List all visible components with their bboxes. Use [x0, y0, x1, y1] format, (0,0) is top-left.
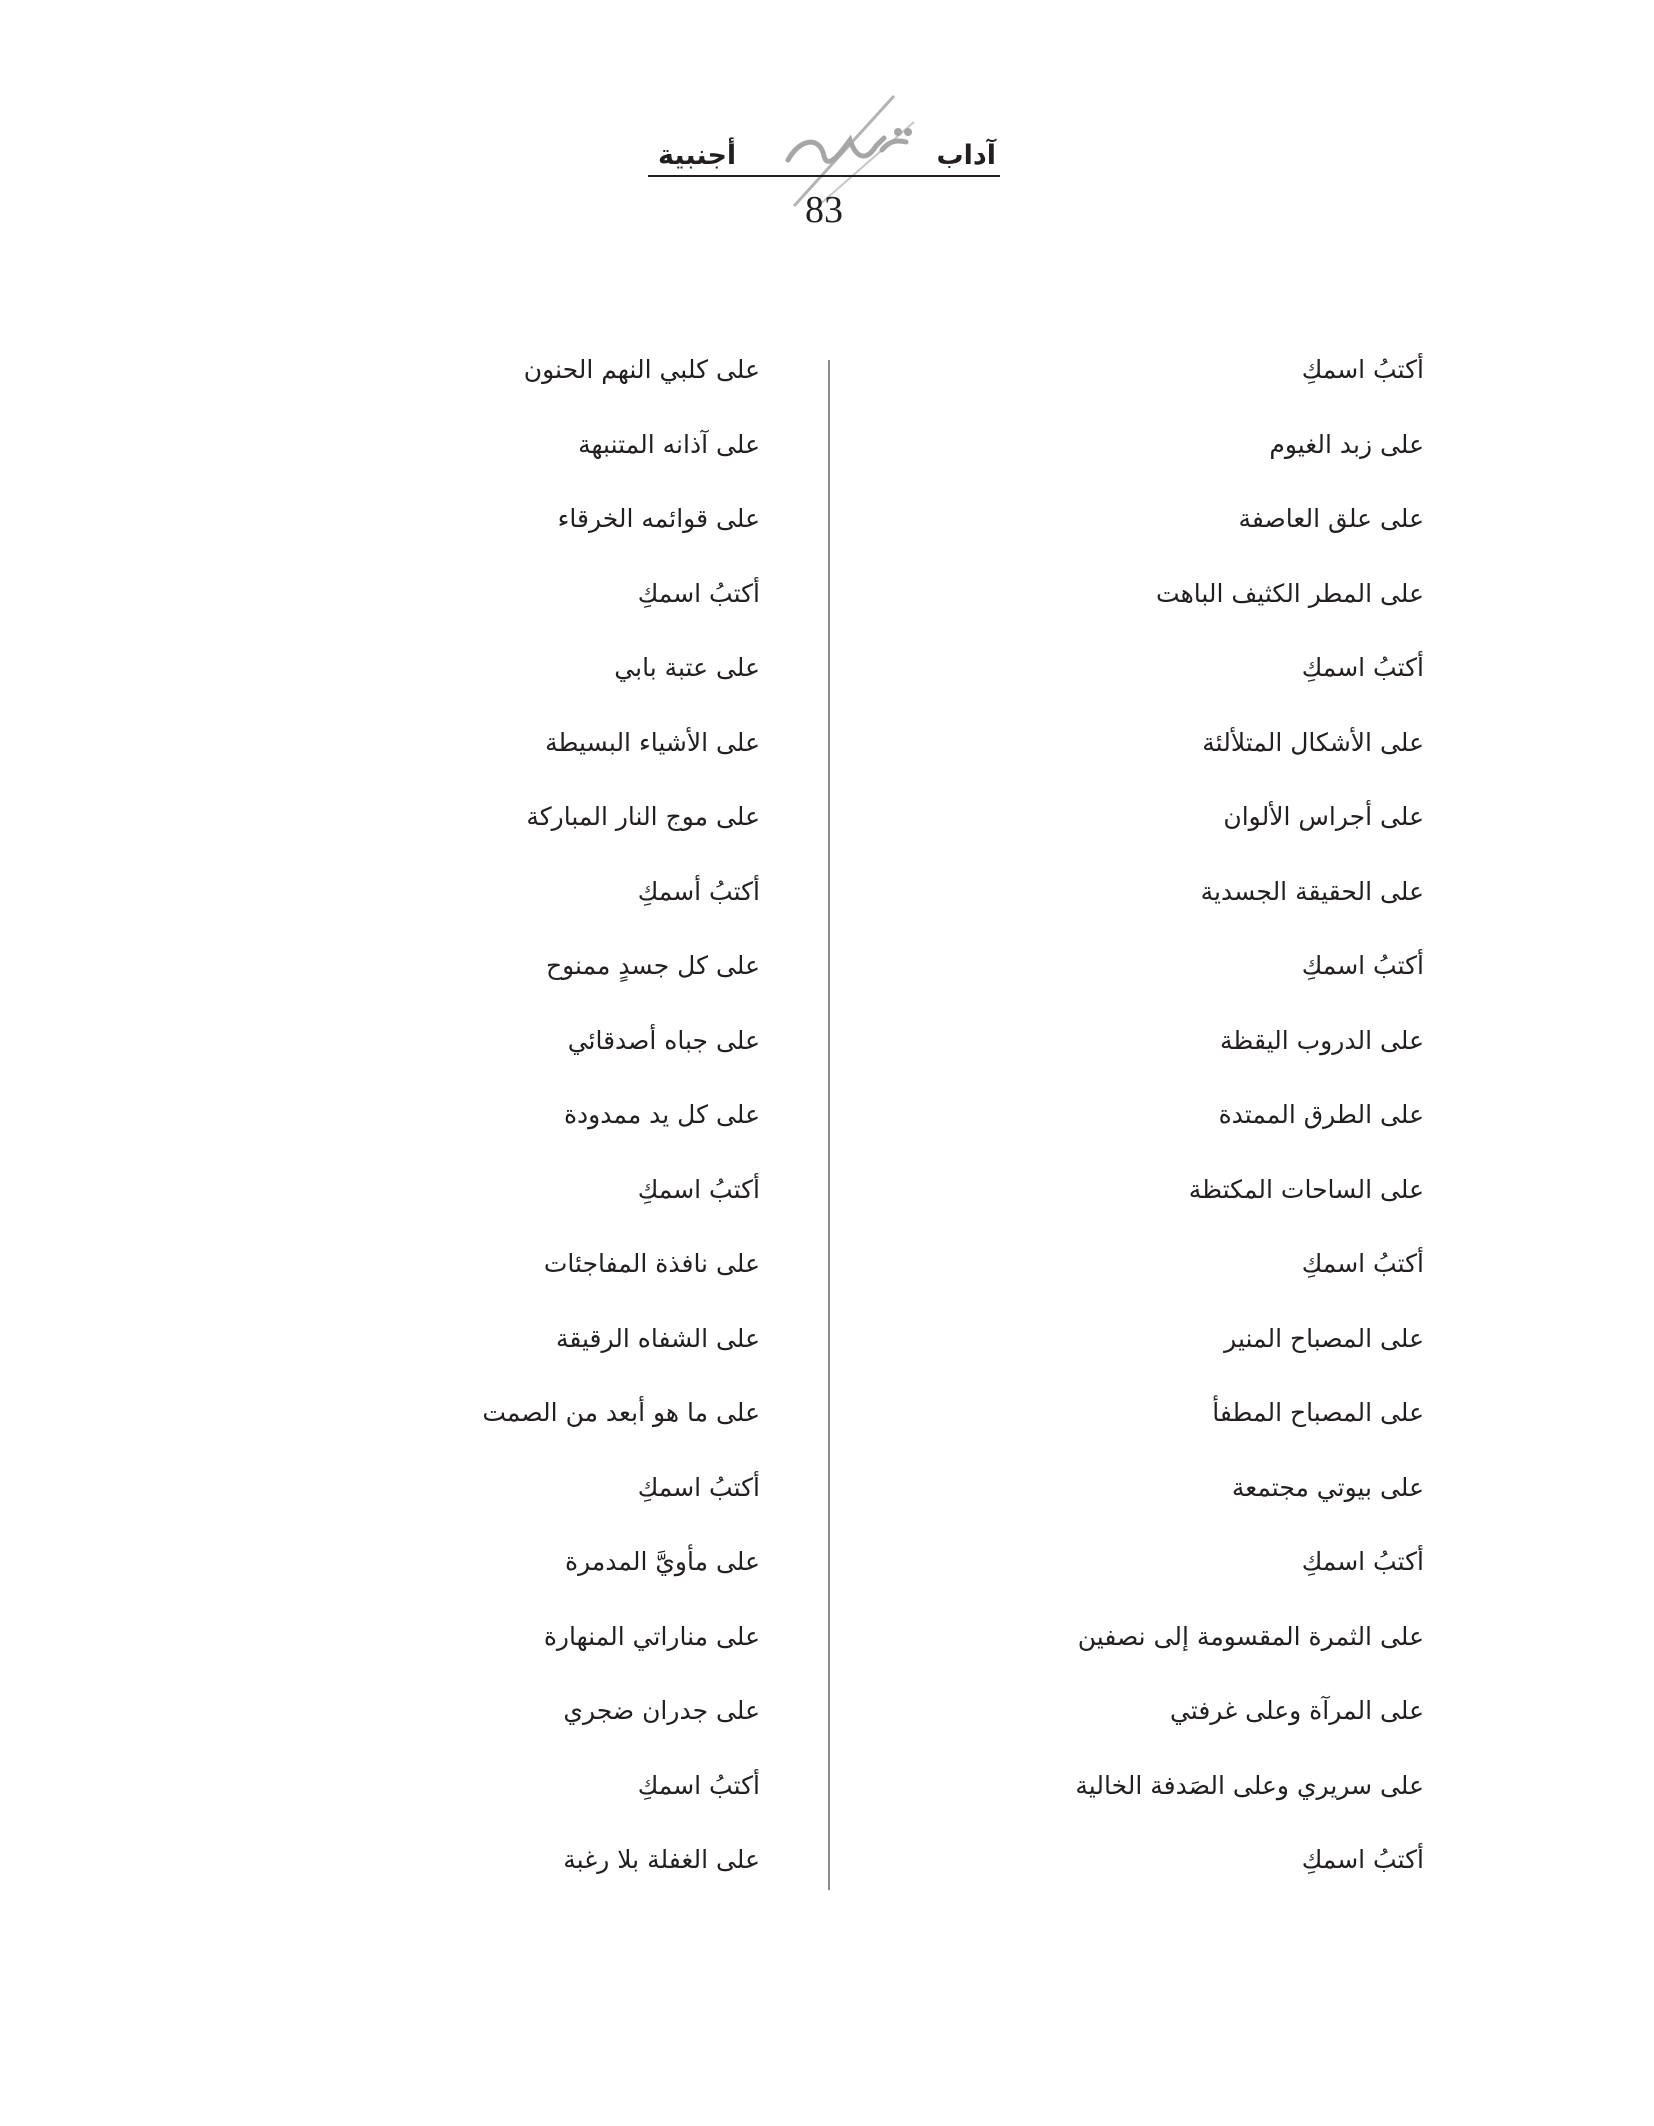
verse-line: أكتبُ اسمكِ — [1301, 1249, 1424, 1278]
verse-line: على الأشياء البسيطة — [545, 727, 760, 757]
verse-line: أكتبُ اسمكِ — [1301, 653, 1424, 682]
verse-line: على الثمرة المقسومة إلى نصفين — [1077, 1621, 1424, 1651]
verse-line: على الساحات المكتظة — [1188, 1174, 1424, 1204]
verse-line: على الحقيقة الجسدية — [1200, 876, 1424, 906]
page-header — [648, 88, 1000, 231]
verse-line: أكتبُ اسمكِ — [1301, 1845, 1424, 1874]
verse-line: على المصباح المطفأ — [1212, 1398, 1424, 1427]
page-number: 83 — [805, 189, 843, 231]
verse-line: على جدران ضجري — [563, 1696, 760, 1725]
verse-line: على كل يد ممدودة — [563, 1100, 760, 1129]
verse-line: على الأشكال المتلألئة — [1202, 727, 1424, 757]
poem-right-column — [1000, 350, 1424, 1915]
verse-line: على زبد الغيوم — [1269, 429, 1424, 459]
verse-line: على نافذة المفاجئات — [543, 1249, 760, 1278]
verse-line: على علق العاصفة — [1238, 504, 1424, 533]
verse-line: على الدروب اليقظة — [1220, 1025, 1424, 1055]
verse-line: على آذانه المتنبهة — [578, 429, 760, 459]
verse-line: أكتبُ اسمكِ — [637, 1174, 760, 1204]
verse-line: أكتبُ اسمكِ — [637, 578, 760, 608]
verse-line: على الطرق الممتدة — [1218, 1100, 1424, 1129]
verse-line: على أجراس الألوان — [1223, 802, 1424, 831]
column-divider — [828, 360, 830, 1890]
verse-line: أكتبُ أسمكِ — [637, 876, 760, 906]
verse-line: على كل جسدٍ ممنوح — [545, 951, 760, 980]
verse-line: على مأويَّ المدمرة — [565, 1547, 760, 1576]
header-rule — [648, 175, 1000, 177]
verse-line: على الغفلة بلا رغبة — [563, 1845, 760, 1874]
verse-line: على كلبي النهم الحنون — [523, 355, 760, 384]
verse-line: أكتبُ اسمكِ — [1301, 355, 1424, 384]
verse-line: على المطر الكثيف الباهت — [1156, 578, 1424, 608]
verse-line: على المرآة وعلى غرفتي — [1169, 1696, 1424, 1725]
header-word-adab: آداب — [936, 140, 996, 171]
verse-line: على الشفاه الرقيقة — [555, 1323, 760, 1353]
verse-line: على عتبة بابي — [614, 653, 760, 682]
verse-line: أكتبُ اسمكِ — [1301, 1547, 1424, 1576]
verse-line: أكتبُ اسمكِ — [637, 1770, 760, 1800]
verse-line: على المصباح المنير — [1224, 1323, 1424, 1353]
verse-line: على موج النار المباركة — [526, 802, 760, 831]
verse-line: على سريري وعلى الصَدفة الخالية — [1075, 1770, 1424, 1800]
verse-line: على بيوتي مجتمعة — [1231, 1472, 1424, 1502]
verse-line: على مناراتي المنهارة — [543, 1621, 760, 1651]
verse-line: على قوائمه الخرقاء — [557, 504, 760, 533]
verse-line: أكتبُ اسمكِ — [637, 1472, 760, 1502]
header-word-ajnabiya: أجنبية — [658, 140, 737, 171]
verse-line: على جباه أصدقائي — [567, 1025, 760, 1055]
poem-left-column — [340, 350, 760, 1915]
verse-line: على ما هو أبعد من الصمت — [482, 1398, 760, 1427]
verse-line: أكتبُ اسمكِ — [1301, 951, 1424, 980]
